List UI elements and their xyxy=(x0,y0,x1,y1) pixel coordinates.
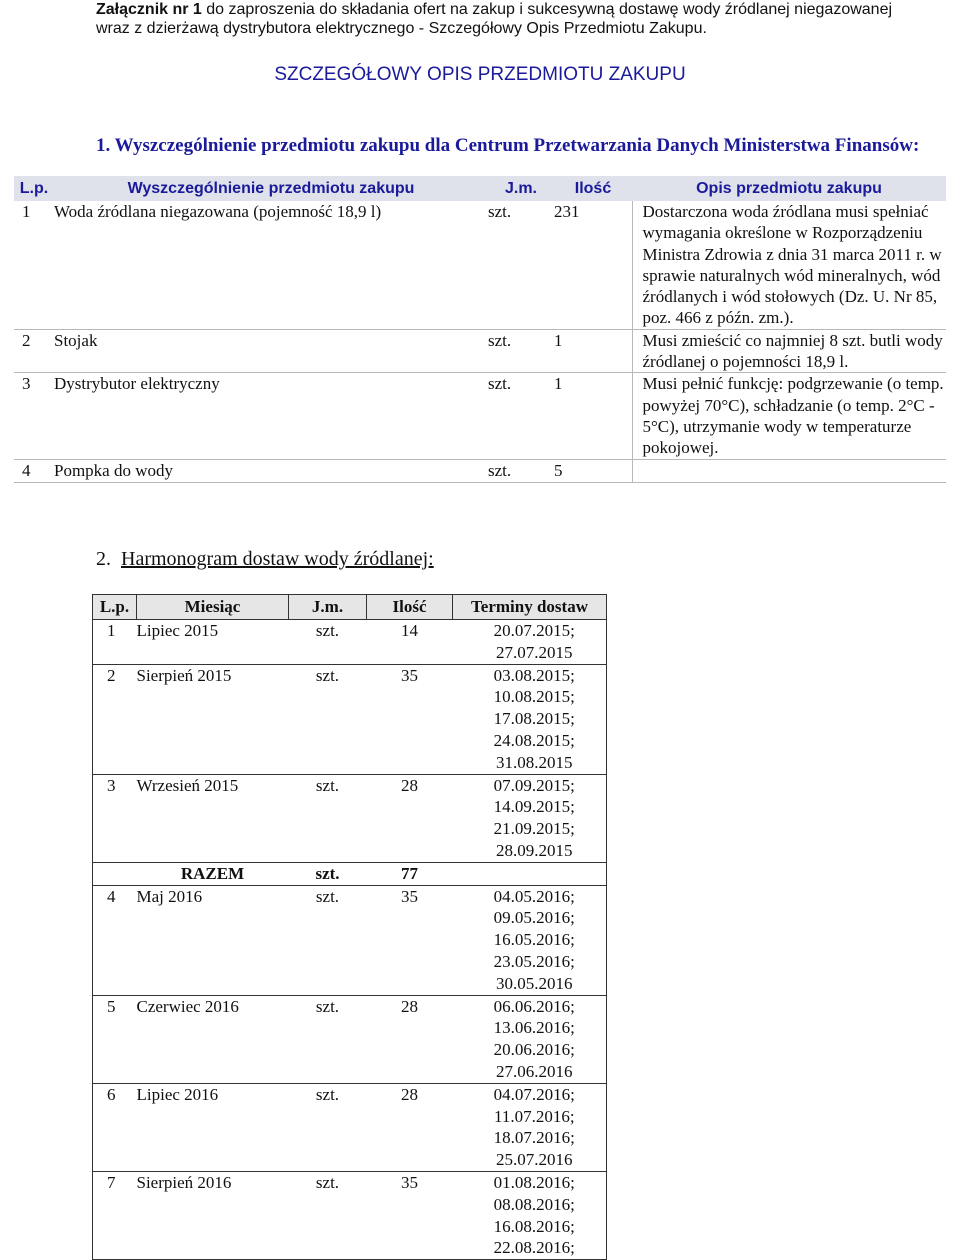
row-number: 1 xyxy=(93,620,137,665)
item-description: Musi pełnić funkcję: podgrzewanie (o temp. powyżej 70°C), schładzanie (o temp. 2°C - 5°C), utrzymanie wody w temperaturze pokojowej. xyxy=(632,373,946,459)
unit: szt. xyxy=(289,885,367,995)
unit: szt. xyxy=(488,202,512,221)
items-table xyxy=(14,176,946,483)
row-number: 2 xyxy=(93,664,137,774)
delivery-dates: 01.08.2016; 08.08.2016; 16.08.2016; 22.08.2016; xyxy=(453,1171,607,1259)
unit: szt. xyxy=(289,1083,367,1171)
quantity: 35 xyxy=(367,885,453,995)
item-name: Pompka do wody xyxy=(54,459,488,482)
delivery-dates: 03.08.2015; 10.08.2015; 17.08.2015; 24.08.2015; 31.08.2015 xyxy=(453,664,607,774)
col-header-lp: L.p. xyxy=(93,595,137,620)
item-description: Musi zmieścić co najmniej 8 szt. butli wody źródlanej o pojemności 18,9 l. xyxy=(632,329,946,373)
table-row xyxy=(93,620,607,665)
col-header-lp: L.p. xyxy=(14,176,54,201)
document-header xyxy=(96,0,916,38)
table-row xyxy=(93,1171,607,1259)
table-row xyxy=(93,774,607,862)
unit: szt. xyxy=(289,995,367,1083)
quantity: 35 xyxy=(367,664,453,774)
attachment-label: Załącznik nr 1 xyxy=(96,1,202,18)
col-header-desc: Opis przedmiotu zakupu xyxy=(632,176,946,201)
unit: szt. xyxy=(289,1171,367,1259)
row-number: 7 xyxy=(93,1171,137,1259)
month: Lipiec 2016 xyxy=(137,1083,289,1171)
col-header-qty: Ilość xyxy=(367,595,453,620)
quantity: 28 xyxy=(367,995,453,1083)
quantity: 77 xyxy=(367,862,453,885)
unit: szt. xyxy=(289,774,367,862)
month: Lipiec 2015 xyxy=(137,620,289,665)
unit: szt. xyxy=(488,373,554,459)
unit: szt. xyxy=(289,664,367,774)
col-header-item: Wyszczególnienie przedmiotu zakupu xyxy=(54,176,488,201)
section-1-heading: 1. Wyszczególnienie przedmiotu zakupu dla Centrum Przetwarzania Danych Ministerstwa Finansów: xyxy=(96,135,920,156)
col-header-dates: Terminy dostaw xyxy=(453,595,607,620)
unit: szt. xyxy=(488,329,554,373)
delivery-dates: 06.06.2016; 13.06.2016; 20.06.2016; 27.06.2016 xyxy=(453,995,607,1083)
delivery-dates: 04.05.2016; 09.05.2016; 16.05.2016; 23.05.2016; 30.05.2016 xyxy=(453,885,607,995)
row-number: 4 xyxy=(14,459,54,482)
delivery-dates xyxy=(453,862,607,885)
schedule-table xyxy=(92,594,607,1260)
col-header-unit: J.m. xyxy=(289,595,367,620)
section-2-heading xyxy=(96,548,434,571)
section-2-number: 2. xyxy=(96,548,111,570)
row-number: 3 xyxy=(14,373,54,459)
quantity: 28 xyxy=(367,1083,453,1171)
quantity: 28 xyxy=(367,774,453,862)
table-row xyxy=(93,664,607,774)
quantity: 231 xyxy=(554,202,580,221)
row-number: 5 xyxy=(93,995,137,1083)
page-title: SZCZEGÓŁOWY OPIS PRZEDMIOTU ZAKUPU xyxy=(274,64,686,85)
unit: szt. xyxy=(488,459,554,482)
month: RAZEM xyxy=(137,862,289,885)
item-description xyxy=(632,459,946,482)
quantity: 1 xyxy=(554,329,632,373)
item-name: Stojak xyxy=(54,329,488,373)
month: Sierpień 2016 xyxy=(137,1171,289,1259)
delivery-dates: 07.09.2015; 14.09.2015; 21.09.2015; 28.09.2015 xyxy=(453,774,607,862)
month: Wrzesień 2015 xyxy=(137,774,289,862)
month: Sierpień 2015 xyxy=(137,664,289,774)
unit: szt. xyxy=(289,862,367,885)
row-number: 1 xyxy=(22,202,31,221)
schedule-table-header xyxy=(93,595,607,620)
col-header-unit: J.m. xyxy=(488,176,554,201)
table-row xyxy=(93,885,607,995)
month: Czerwiec 2016 xyxy=(137,995,289,1083)
col-header-qty: Ilość xyxy=(554,176,632,201)
col-header-month: Miesiąc xyxy=(137,595,289,620)
item-description: Dostarczona woda źródlana musi spełniać wymagania określone w Rozporządzeniu Ministra Zdrowia z dnia 31 marca 2011 r. w sprawie naturalnych wód mineralnych, wód źródlanych i wód stołowych (Dz. U. Nr 85, poz. 466 z późn. zm.). xyxy=(632,201,946,329)
table-row xyxy=(93,1083,607,1171)
item-name: Woda źródlana niegazowana (pojemność 18,9 l) xyxy=(54,202,382,221)
delivery-dates: 04.07.2016; 11.07.2016; 18.07.2016; 25.07.2016 xyxy=(453,1083,607,1171)
table-row xyxy=(14,201,946,329)
table-row xyxy=(14,373,946,459)
total-row xyxy=(93,862,607,885)
table-row xyxy=(14,329,946,373)
unit: szt. xyxy=(289,620,367,665)
quantity: 1 xyxy=(554,373,632,459)
items-table-header xyxy=(14,176,946,201)
section-2-title: Harmonogram dostaw wody źródlanej: xyxy=(121,548,434,570)
delivery-dates: 20.07.2015; 27.07.2015 xyxy=(453,620,607,665)
table-row xyxy=(93,995,607,1083)
row-number: 6 xyxy=(93,1083,137,1171)
quantity: 14 xyxy=(367,620,453,665)
table-row xyxy=(14,459,946,482)
row-number: 2 xyxy=(14,329,54,373)
quantity: 5 xyxy=(554,459,632,482)
row-number xyxy=(93,862,137,885)
quantity: 35 xyxy=(367,1171,453,1259)
month: Maj 2016 xyxy=(137,885,289,995)
header-text: do zaproszenia do składania ofert na zakup i sukcesywną dostawę wody źródlanej niegazowanej wraz z dzierżawą dystrybutora elektrycznego - Szczegółowy Opis Przedmiotu Zakupu. xyxy=(96,1,893,37)
item-name: Dystrybutor elektryczny xyxy=(54,373,488,459)
row-number: 4 xyxy=(93,885,137,995)
row-number: 3 xyxy=(93,774,137,862)
